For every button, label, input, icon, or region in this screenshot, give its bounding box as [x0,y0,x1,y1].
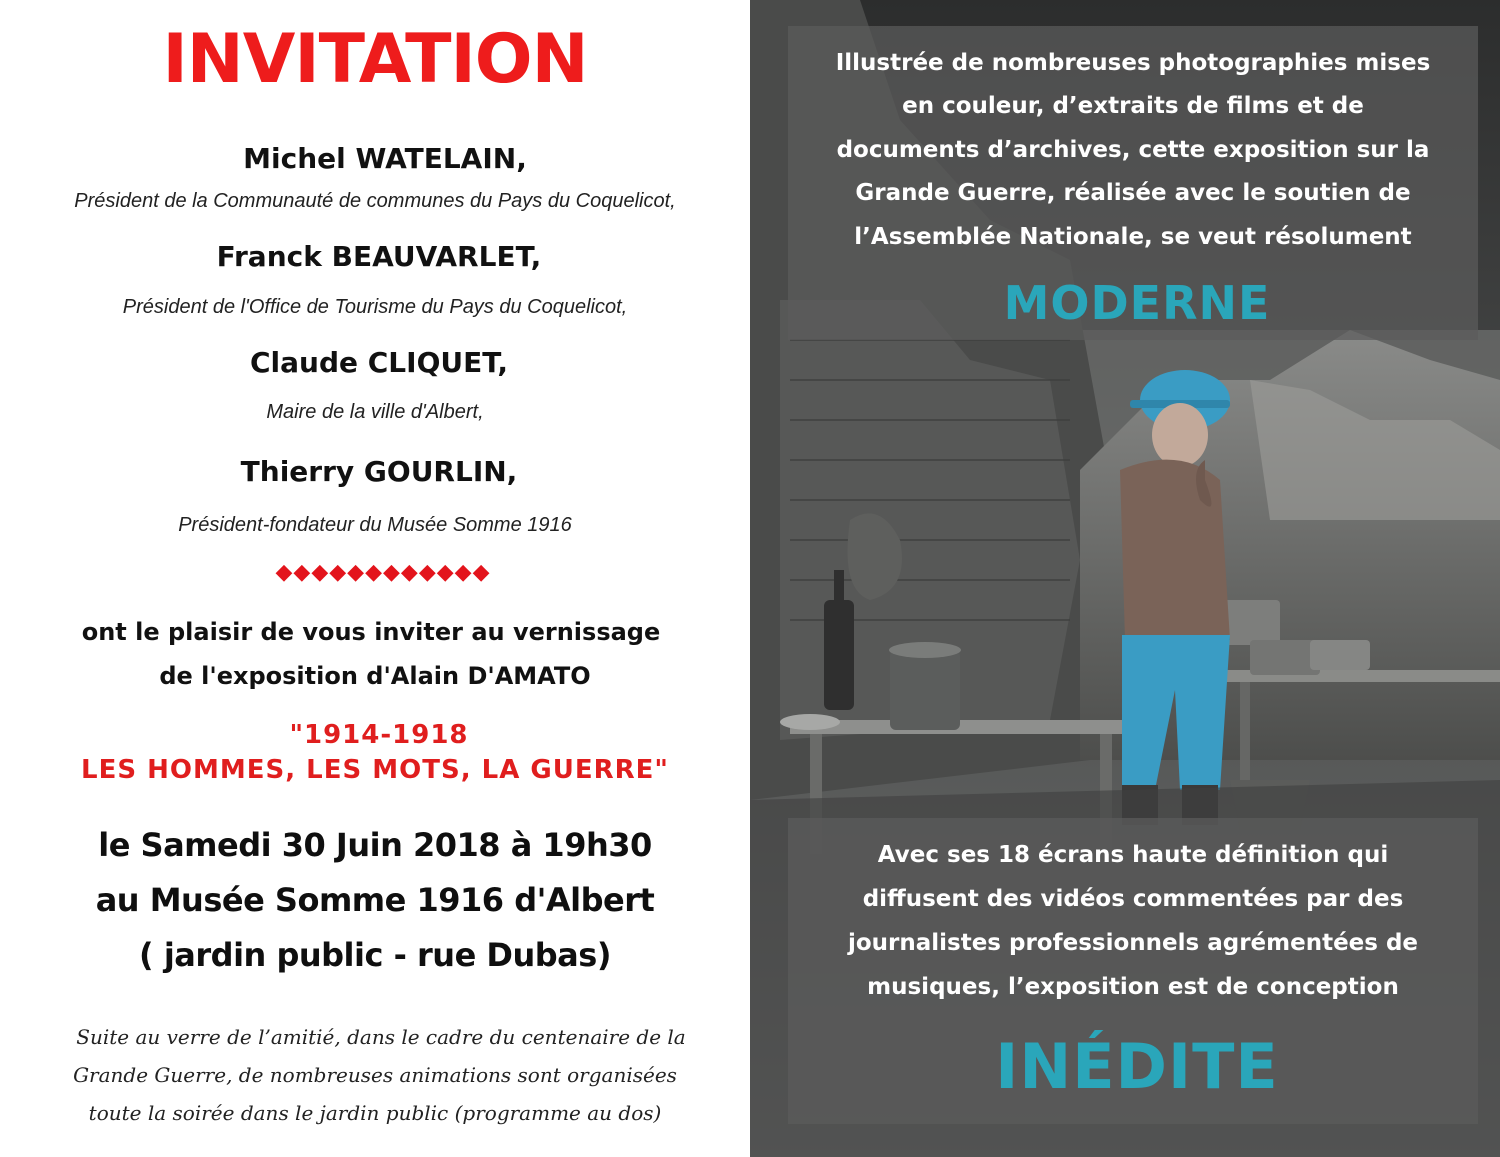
intro-line: de l'exposition d'Alain D'AMATO [159,662,591,690]
info-line: l’Assemblée Nationale, se veut résolument [854,224,1412,250]
info-line: en couleur, d’extraits de films et de [902,93,1364,119]
info-line: journalistes professionnels agrémentées de [847,930,1419,956]
host-role: Maire de la ville d'Albert, [266,401,484,423]
exhibition-title-line: LES HOMMES, LES MOTS, LA GUERRE" [81,755,669,785]
keyword-inedite: INÉDITE [995,1030,1279,1103]
host-name: Thierry GOURLIN, [240,455,518,488]
info-line: Illustrée de nombreuses photographies mises [835,50,1431,76]
host-role: Président de l'Office de Tourisme du Pays du Coquelicot, [122,296,628,318]
info-line: documents d’archives, cette exposition sur la [836,137,1430,163]
exhibition-title-line: "1914-1918 [289,720,469,750]
event-date: le Samedi 30 Juin 2018 à 19h30 [98,826,652,864]
event-address: ( jardin public - rue Dubas) [139,936,611,974]
host-role: Président de la Communauté de communes du Pays du Coquelicot, [74,190,676,212]
info-box-inedite [788,818,1478,1124]
host-name: Claude CLIQUET, [250,346,508,379]
footer-line: Grande Guerre, de nombreuses animations sont organisées [73,1063,677,1087]
host-name: Michel WATELAIN, [243,142,527,175]
info-line: musiques, l’exposition est de conception [867,974,1399,1000]
info-line: diffusent des vidéos commentées par des [862,886,1404,912]
info-box-modern [788,26,1478,340]
host-role: Président-fondateur du Musée Somme 1916 [178,514,572,536]
footer-line: toute la soirée dans le jardin public (programme au dos) [88,1101,662,1125]
intro-line: ont le plaisir de vous inviter au vernissage [81,618,661,646]
host-name: Franck BEAUVARLET, [216,240,542,273]
info-line: Avec ses 18 écrans haute définition qui [877,842,1389,868]
invitation-title: INVITATION [162,20,588,99]
info-line: Grande Guerre, réalisée avec le soutien de [855,180,1411,206]
footer-line: Suite au verre de l’amitié, dans le cadre du centenaire de la [76,1025,686,1049]
event-venue: au Musée Somme 1916 d'Albert [95,881,655,919]
photo-panel [750,0,1500,1157]
diamond-separator: ◆◆◆◆◆◆◆◆◆◆◆◆ [275,560,491,585]
keyword-moderne: MODERNE [1003,276,1271,330]
